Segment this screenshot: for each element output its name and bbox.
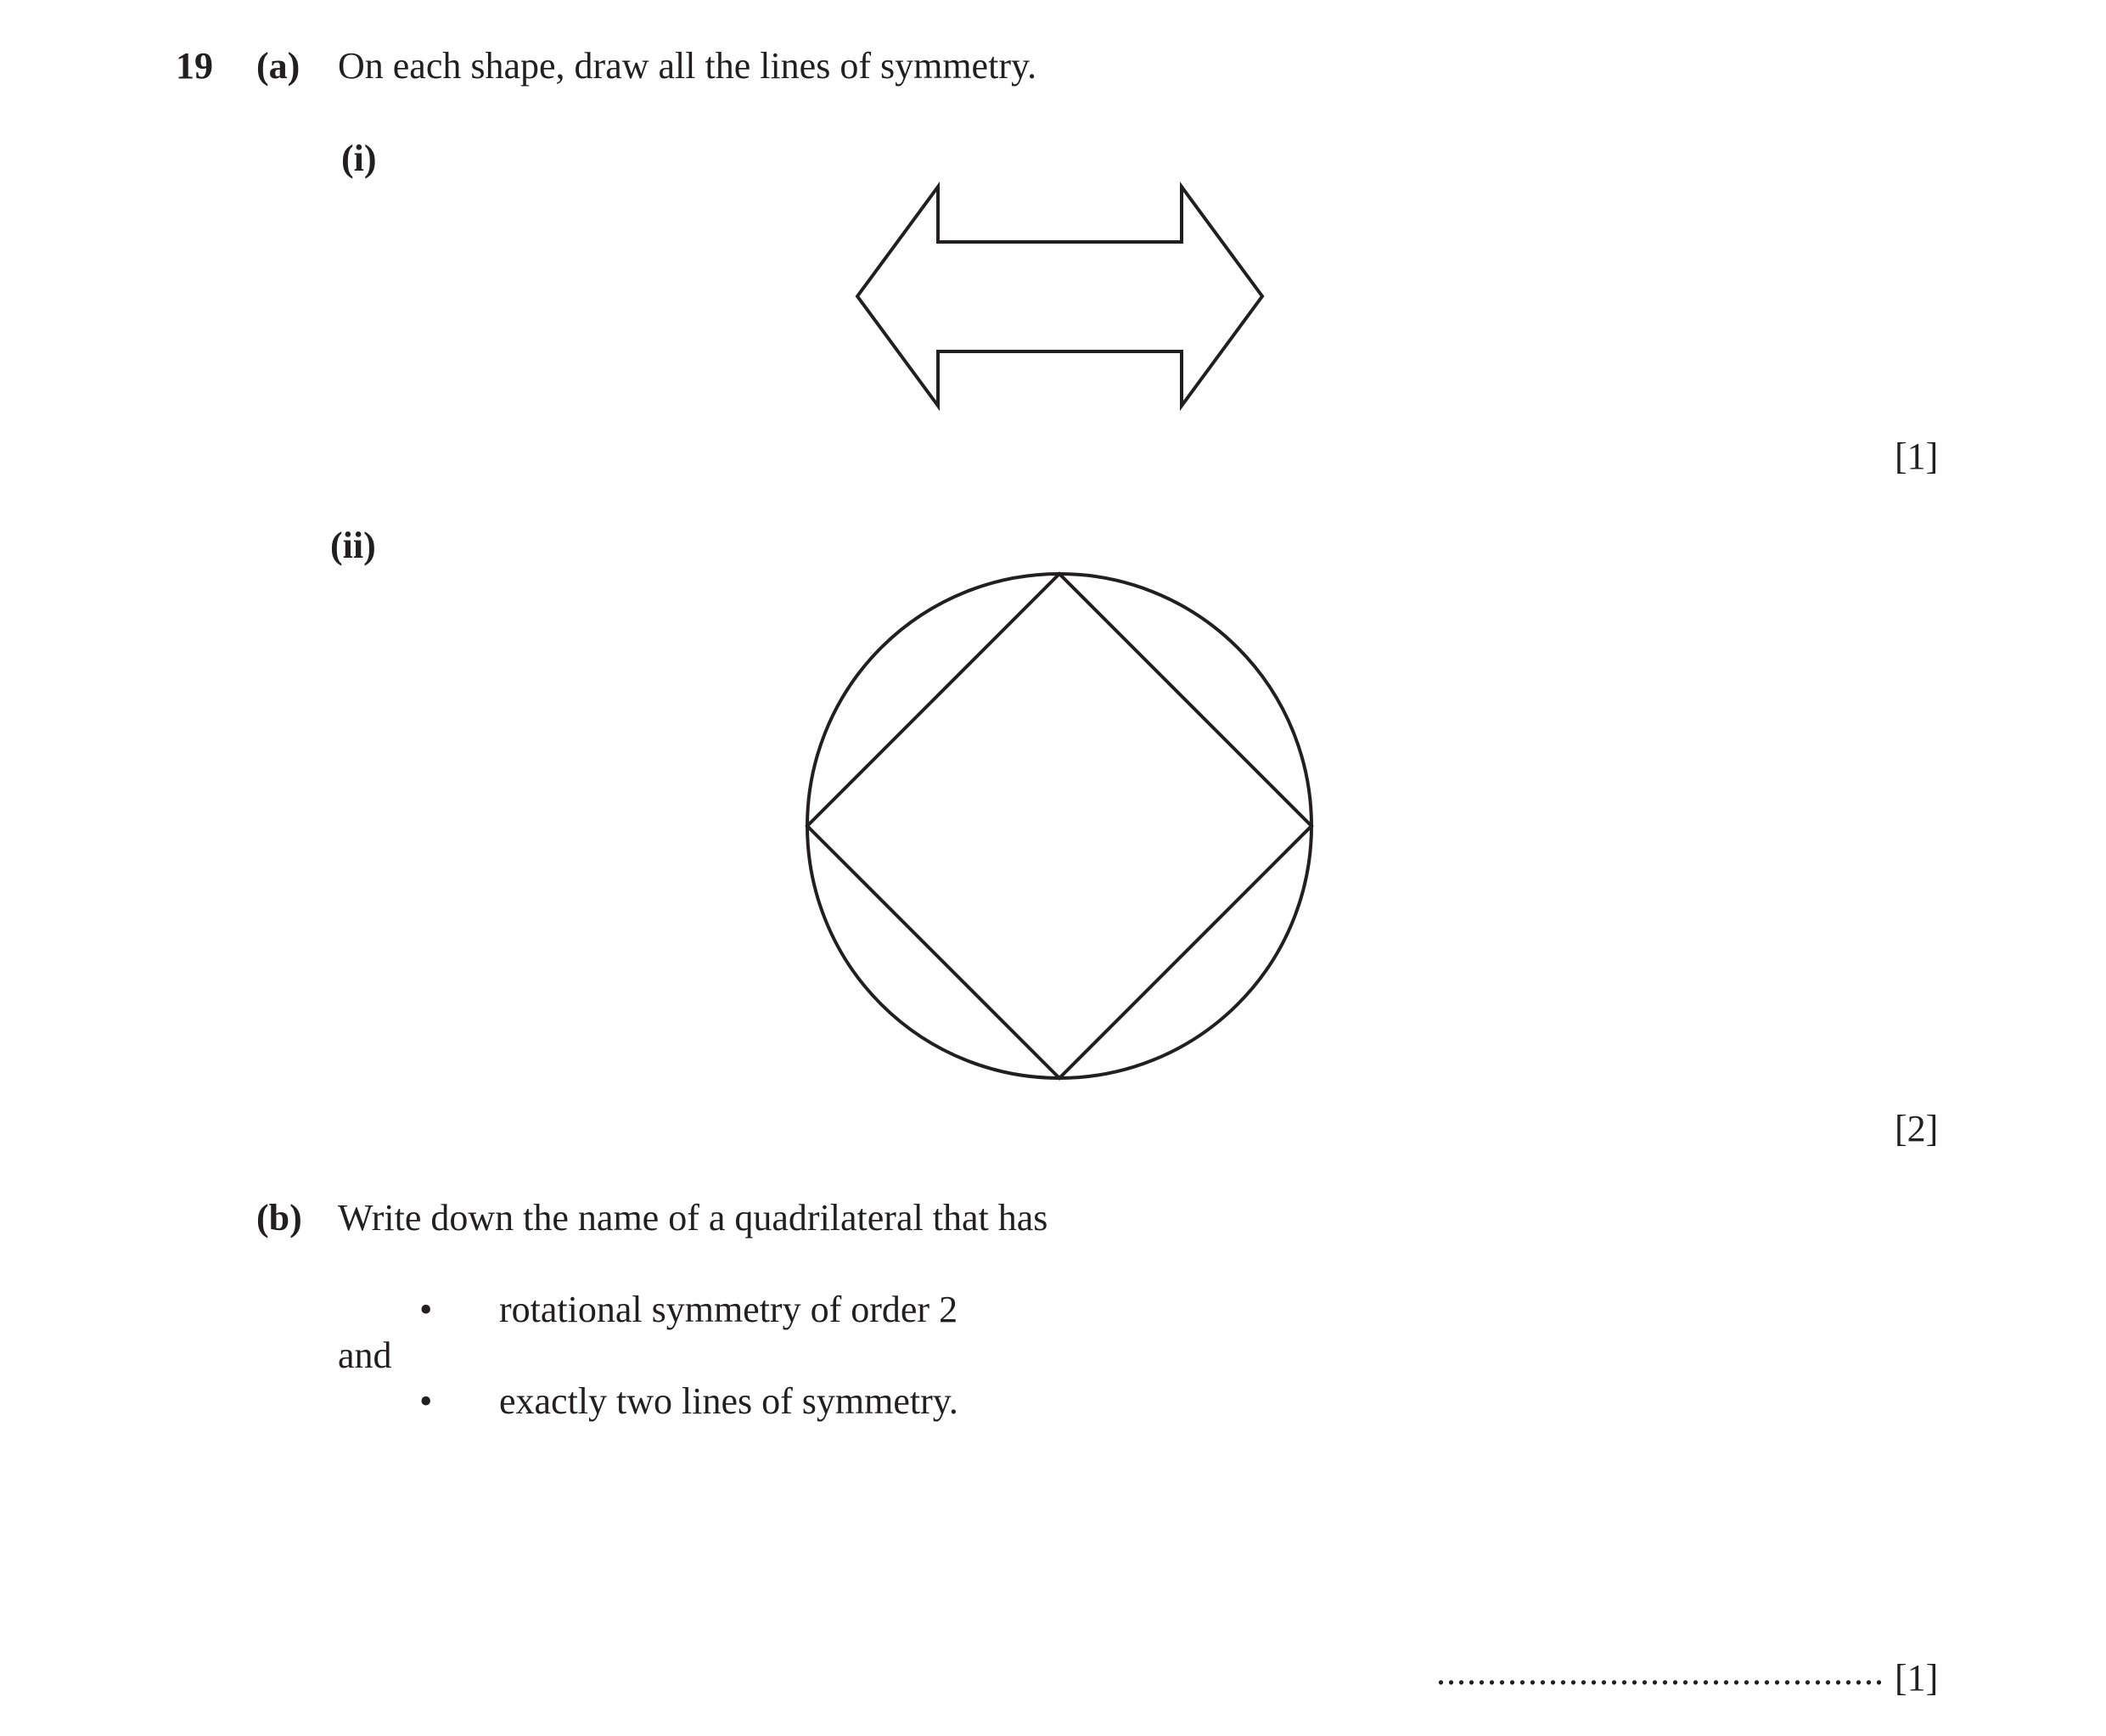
- part-a-label: (a): [256, 45, 300, 87]
- question-number: 19: [176, 45, 213, 87]
- sub-i-label: (i): [341, 138, 377, 179]
- bullet-1-text: rotational symmetry of order 2: [499, 1289, 958, 1330]
- part-b-label: (b): [256, 1197, 302, 1239]
- sub-i-marks: [1]: [1895, 435, 1939, 477]
- part-a-instruction: On each shape, draw all the lines of symmetry.: [338, 45, 1037, 87]
- part-b-marks: [1]: [1895, 1657, 1939, 1699]
- bullet-2-text: exactly two lines of symmetry.: [499, 1380, 958, 1422]
- sub-ii-label: (ii): [330, 525, 376, 566]
- connector-and: and: [338, 1334, 392, 1376]
- part-b-prompt: Write down the name of a quadrilateral that has: [338, 1197, 1048, 1239]
- bullet-2-marker: •: [419, 1380, 433, 1422]
- bullet-1-marker: •: [419, 1289, 433, 1330]
- sub-ii-marks: [2]: [1895, 1108, 1939, 1149]
- double-arrow-outline: [857, 187, 1262, 406]
- answer-line[interactable]: ............................................: [1436, 1651, 1884, 1693]
